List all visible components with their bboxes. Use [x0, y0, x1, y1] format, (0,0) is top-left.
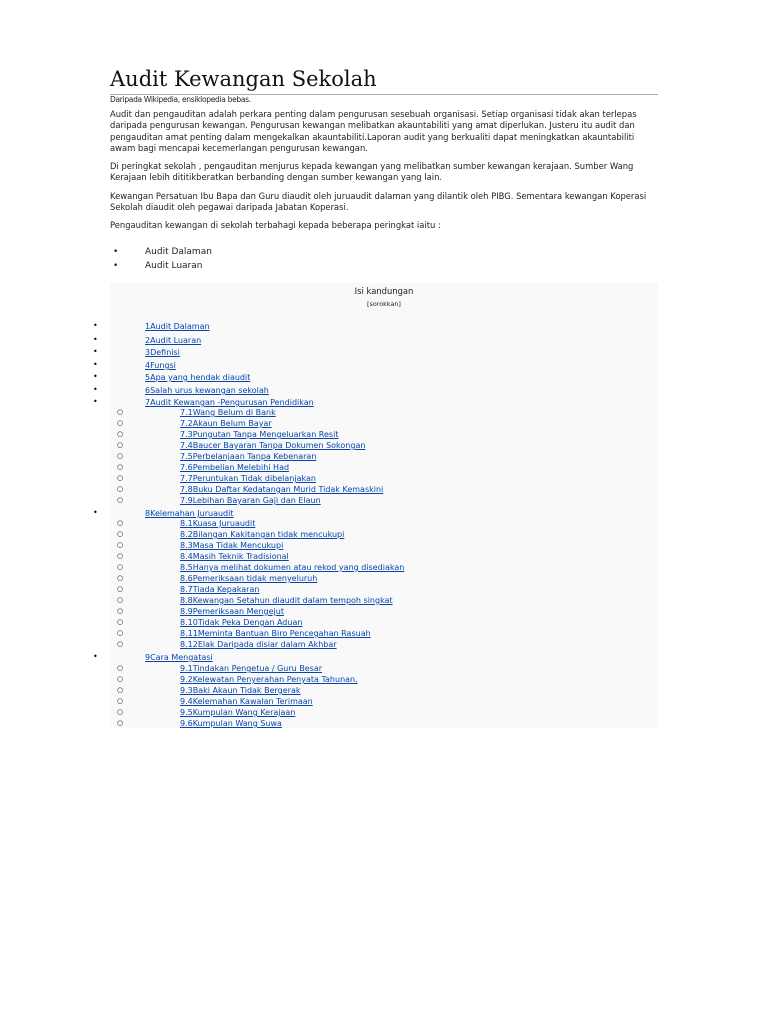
toc-label: Pemeriksaan Mengejut — [192, 607, 284, 616]
toc-link[interactable] — [180, 552, 289, 561]
toc-link[interactable] — [180, 441, 365, 450]
toc-link[interactable] — [145, 322, 210, 331]
toc-label: Audit Dalaman — [150, 322, 210, 331]
toc-link[interactable] — [180, 719, 282, 728]
paragraph: Pengauditan kewangan di sekolah terbahagi kepada beberapa peringkat iaitu : — [110, 220, 441, 231]
toc-item-9 — [93, 652, 213, 663]
toc-link[interactable] — [180, 585, 259, 594]
circle-bullet-icon: ○ — [117, 585, 124, 593]
paragraph: Kewangan Persatuan Ibu Bapa dan Guru diaudit oleh juruaudit dalaman yang dilantik oleh PIBG. Sementara kewangan Koperasi Sekolah diaudit oleh pegawai daripada Jabatan Koperasi. — [110, 190, 647, 213]
circle-bullet-icon: ○ — [117, 530, 124, 538]
toc-item-1 — [93, 321, 210, 332]
toc-number: 5 — [145, 373, 151, 382]
toc-item-9-1 — [117, 663, 323, 674]
toc-link[interactable] — [145, 373, 250, 382]
toc-item-8-12 — [117, 639, 337, 650]
toc-link[interactable] — [180, 563, 404, 572]
toc-label: Pemeriksaan tidak menyeluruh — [192, 574, 318, 583]
toc-number: 8.9 — [180, 607, 193, 616]
toc-number: 9.5 — [180, 708, 193, 717]
toc-number: 8.11 — [180, 629, 198, 638]
toc-link[interactable] — [145, 386, 269, 395]
toc-number: 7.7 — [180, 474, 193, 483]
circle-bullet-icon: ○ — [117, 596, 124, 604]
bullet-icon: • — [93, 335, 98, 344]
toc-link[interactable] — [180, 607, 284, 616]
toc-item-8-7 — [117, 584, 260, 595]
toc-link[interactable] — [180, 596, 393, 605]
toc-number: 8.6 — [180, 574, 193, 583]
toc-item-9-4 — [117, 696, 313, 707]
circle-bullet-icon: ○ — [117, 496, 124, 504]
circle-bullet-icon: ○ — [117, 686, 124, 694]
toc-item-8-6 — [117, 573, 318, 584]
toc-label: Definisi — [150, 348, 180, 357]
toc-item-9-6 — [117, 718, 282, 729]
toc-item-7-7 — [117, 473, 316, 484]
toc-number: 8.4 — [180, 552, 193, 561]
toc-link[interactable] — [180, 541, 283, 550]
toc-label: Meminta Bantuan Biro Pencegahan Rasuah — [197, 629, 371, 638]
toc-link[interactable] — [180, 629, 371, 638]
toc-label: Kuasa Juruaudit — [192, 519, 256, 528]
circle-bullet-icon: ○ — [117, 708, 124, 716]
toc-item-8-1 — [117, 518, 256, 529]
bullet-icon: • — [93, 652, 98, 661]
bullet-icon: • — [93, 397, 98, 406]
toc-item-7-1 — [117, 407, 276, 418]
audit-levels-list — [110, 245, 212, 273]
circle-bullet-icon: ○ — [117, 552, 124, 560]
toc-item-5 — [93, 372, 251, 383]
circle-bullet-icon: ○ — [117, 574, 124, 582]
toc-number: 8.1 — [180, 519, 193, 528]
toc-number: 8.7 — [180, 585, 193, 594]
bullet-icon: • — [93, 372, 98, 381]
toc-number: 7.5 — [180, 452, 193, 461]
toc-item-9-5 — [117, 707, 296, 718]
toc-number: 7.8 — [180, 485, 193, 494]
bullet-icon: • — [93, 508, 98, 517]
toc-label: Wang Belum di Bank — [192, 408, 276, 417]
circle-bullet-icon: ○ — [117, 408, 124, 416]
toc-label: Baucer Bayaran Tanpa Dokumen Sokongan — [192, 441, 366, 450]
toc-label: Salah urus kewangan sekolah — [150, 386, 269, 395]
bullet-icon: • — [93, 321, 98, 330]
toc-item-7-3 — [117, 429, 339, 440]
toc-link[interactable] — [180, 419, 272, 428]
toc-label: Audit Luaran — [150, 336, 202, 345]
page-subtitle: Daripada Wikipedia, ensiklopedia bebas. — [110, 95, 251, 104]
toc-link[interactable] — [180, 496, 321, 505]
toc-number: 8.8 — [180, 596, 193, 605]
toc-label: Lebihan Bayaran Gaji dan Elaun — [192, 496, 321, 505]
toc-item-8-5 — [117, 562, 405, 573]
circle-bullet-icon: ○ — [117, 419, 124, 427]
circle-bullet-icon: ○ — [117, 485, 124, 493]
toc-number: 9.2 — [180, 675, 193, 684]
circle-bullet-icon: ○ — [117, 664, 124, 672]
toc-item-7-8 — [117, 484, 384, 495]
circle-bullet-icon: ○ — [117, 519, 124, 527]
toc-link[interactable] — [180, 618, 302, 627]
toc-item-8-8 — [117, 595, 393, 606]
toc-title: Isi kandungan — [354, 286, 414, 296]
toc-link[interactable] — [180, 519, 255, 528]
toc-item-4 — [93, 360, 176, 371]
bullet-icon: • — [93, 347, 98, 356]
toc-label: Elak Daripada disiar dalam Akhbar — [197, 640, 337, 649]
circle-bullet-icon: ○ — [117, 629, 124, 637]
toc-link[interactable] — [180, 675, 358, 684]
toc-item-8-3 — [117, 540, 284, 551]
paragraph: Audit dan pengauditan adalah perkara penting dalam pengurusan sesebuah organisasi. Setiap organisasi tidak akan terlepas daripada pengurusan kewangan. Pengurusan kewangan melibatkan akauntabiliti yang amat diperlukan. Justeru itu audit dan pengauditan amat penting dalam mengekalkan akauntabiliti.Laporan audit yang berkualiti dapat meningkatkan akauntabiliti awam bagi mencapai kecemerlangan pengurusan kewangan. — [110, 109, 637, 153]
toc-link[interactable] — [180, 474, 316, 483]
toc-link[interactable] — [180, 664, 322, 673]
toc-link[interactable] — [180, 485, 383, 494]
toc-label: Perbelanjaan Tanpa Kebenaran — [192, 452, 317, 461]
toc-label: Kelewatan Penyerahan Penyata Tahunan. — [192, 675, 358, 684]
toc-label: Cara Mengatasi — [150, 653, 213, 662]
toc-number: 7.3 — [180, 430, 193, 439]
toc-number: 9.6 — [180, 719, 193, 728]
toc-link[interactable] — [180, 530, 344, 539]
circle-bullet-icon: ○ — [117, 607, 124, 615]
toc-label: Bilangan Kakitangan tidak mencukupi — [192, 530, 345, 539]
toc-label: Kelemahan Kawalan Terimaan — [192, 697, 313, 706]
toc-number: 8.10 — [180, 618, 198, 627]
article-body — [110, 109, 658, 239]
toc-label: Kumpulan Wang Kerajaan — [192, 708, 296, 717]
toc-number: 7 — [145, 398, 151, 407]
toc-label: Kelemahan Juruaudit — [150, 509, 234, 518]
circle-bullet-icon: ○ — [117, 697, 124, 705]
bullet-icon: • — [93, 385, 98, 394]
toc-item-7-9 — [117, 495, 321, 506]
toc-label: Peruntukan Tidak dibelanjakan — [192, 474, 316, 483]
toc-label: Kumpulan Wang Suwa — [192, 719, 282, 728]
toc-item-7-5 — [117, 451, 317, 462]
toc-item-8-10 — [117, 617, 303, 628]
toc-number: 7.4 — [180, 441, 193, 450]
circle-bullet-icon: ○ — [117, 563, 124, 571]
toc-link[interactable] — [145, 336, 201, 345]
list-item: • Audit Dalaman — [110, 245, 212, 259]
toc-number: 3 — [145, 348, 151, 357]
toc-number: 8 — [145, 509, 151, 518]
toc-label: Fungsi — [150, 361, 176, 370]
toc-item-8-2 — [117, 529, 345, 540]
toc-number: 9.3 — [180, 686, 193, 695]
toc-label: Pembelian Melebihi Had — [192, 463, 290, 472]
toc-number: 7.1 — [180, 408, 193, 417]
circle-bullet-icon: ○ — [117, 719, 124, 727]
toc-item-6 — [93, 385, 269, 396]
toc-link[interactable] — [180, 574, 317, 583]
circle-bullet-icon: ○ — [117, 452, 124, 460]
toc-label: Pungutan Tanpa Mengeluarkan Resit — [192, 430, 339, 439]
toc-link[interactable] — [180, 686, 300, 695]
toc-label: Tidak Peka Dengan Aduan — [197, 618, 303, 627]
toc-item-9-3 — [117, 685, 301, 696]
toc-link[interactable] — [180, 452, 316, 461]
toc-link[interactable] — [145, 348, 180, 357]
toc-label: Masih Teknik Tradisional — [192, 552, 289, 561]
toc-item-7-2 — [117, 418, 272, 429]
toc-link[interactable] — [180, 697, 313, 706]
circle-bullet-icon: ○ — [117, 618, 124, 626]
bullet-icon: • — [93, 360, 98, 369]
toc-link[interactable] — [180, 463, 289, 472]
toc-link[interactable] — [180, 408, 276, 417]
list-item: • Audit Luaran — [110, 259, 212, 273]
paragraph: Di peringkat sekolah , pengauditan menjurus kepada kewangan yang melibatkan sumber kewangan kerajaan. Sumber Wang Kerajaan lebih dititikberatkan berbanding dengan sumber kewangan yang lain. — [110, 161, 634, 183]
toc-link[interactable] — [145, 398, 314, 407]
toc-label: Buku Daftar Kedatangan Murid Tidak Kemaskini — [192, 485, 384, 494]
toc-number: 7.9 — [180, 496, 193, 505]
toc-number: 1 — [145, 322, 151, 331]
toc-number: 4 — [145, 361, 151, 370]
circle-bullet-icon: ○ — [117, 430, 124, 438]
toc-link[interactable] — [145, 509, 234, 518]
toc-item-9-2 — [117, 674, 358, 685]
circle-bullet-icon: ○ — [117, 640, 124, 648]
toc-label: Baki Akaun Tidak Bergerak — [192, 686, 301, 695]
circle-bullet-icon: ○ — [117, 463, 124, 471]
toc-number: 9.4 — [180, 697, 193, 706]
toc-number: 6 — [145, 386, 151, 395]
toc-item-8-4 — [117, 551, 289, 562]
toc-number: 8.2 — [180, 530, 193, 539]
toc-item-8-11 — [117, 628, 371, 639]
toc-number: 7.2 — [180, 419, 193, 428]
toc-number: 9 — [145, 653, 151, 662]
toc-toggle-link[interactable]: [sorokkan] — [367, 300, 401, 308]
toc-link[interactable] — [145, 653, 213, 662]
page-title: Audit Kewangan Sekolah — [110, 66, 658, 95]
toc-label: Kewangan Setahun diaudit dalam tempoh singkat — [192, 596, 393, 605]
toc-number: 9.1 — [180, 664, 193, 673]
toc-label: Masa Tidak Mencukupi — [192, 541, 284, 550]
toc-link[interactable] — [180, 430, 338, 439]
toc-link[interactable] — [145, 361, 176, 370]
toc-item-7-4 — [117, 440, 366, 451]
toc-number: 8.3 — [180, 541, 193, 550]
toc-link[interactable] — [180, 708, 295, 717]
circle-bullet-icon: ○ — [117, 541, 124, 549]
toc-item-2 — [93, 335, 202, 346]
toc-label: Hanya melihat dokumen atau rekod yang disediakan — [192, 563, 405, 572]
toc-number: 2 — [145, 336, 151, 345]
toc-item-8-9 — [117, 606, 284, 617]
toc-label: Tiada Kepakaran — [192, 585, 260, 594]
toc-number: 7.6 — [180, 463, 193, 472]
circle-bullet-icon: ○ — [117, 675, 124, 683]
toc-label: Audit Kewangan -Pengurusan Pendidikan — [150, 398, 314, 407]
circle-bullet-icon: ○ — [117, 441, 124, 449]
toc-item-3 — [93, 347, 180, 358]
toc-number: 8.5 — [180, 563, 193, 572]
toc-label: Apa yang hendak diaudit — [150, 373, 251, 382]
toc-link[interactable] — [180, 640, 337, 649]
toc-label: Tindakan Pengetua / Guru Besar — [192, 664, 323, 673]
toc-item-7-6 — [117, 462, 290, 473]
circle-bullet-icon: ○ — [117, 474, 124, 482]
toc-number: 8.12 — [180, 640, 198, 649]
toc-label: Akaun Belum Bayar — [192, 419, 272, 428]
